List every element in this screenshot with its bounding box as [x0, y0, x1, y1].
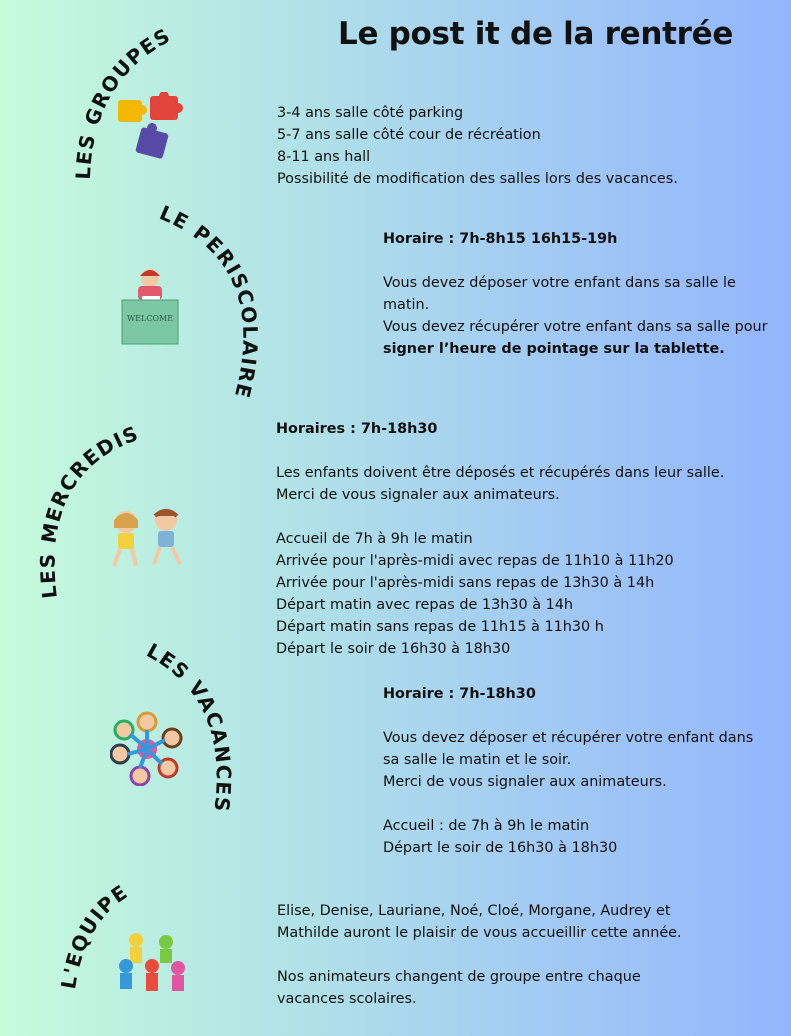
mercredis-schedule-item: Arrivée pour l'après-midi avec repas de 11h10 à 11h20	[276, 553, 674, 569]
groupes-line: Possibilité de modification des salles lors des vacances.	[277, 171, 678, 187]
heading-mercredis: LES MERCREDIS	[35, 420, 143, 600]
kids-circle-icon	[110, 710, 184, 786]
heading-periscolaire: LE PERISCOLAIRE	[156, 200, 263, 402]
mercredis-intro: Merci de vous signaler aux animateurs.	[276, 487, 560, 503]
vacances-horaire: Horaire : 7h-18h30	[383, 686, 536, 702]
periscolaire-para2: Vous devez récupérer votre enfant dans sa salle pour signer l’heure de pointage sur la tablette.	[383, 319, 768, 357]
equipe-line: Mathilde auront le plaisir de vous accueillir cette année.	[277, 925, 682, 941]
puzzle-icon	[114, 92, 190, 162]
mercredis-schedule-item: Départ le soir de 16h30 à 18h30	[276, 641, 511, 657]
mercredis-schedule-item: Arrivée pour l'après-midi sans repas de 13h30 à 14h	[276, 575, 655, 591]
children-playing-icon	[100, 506, 192, 572]
equipe-line: Nos animateurs changent de groupe entre chaque	[277, 969, 641, 985]
mercredis-intro: Les enfants doivent être déposés et récupérés dans leur salle.	[276, 465, 725, 481]
vacances-schedule-item: Départ le soir de 16h30 à 18h30	[383, 840, 618, 856]
periscolaire-para1: Vous devez déposer votre enfant dans sa salle le matin.	[383, 275, 736, 313]
equipe-line: vacances scolaires.	[277, 991, 417, 1007]
mercredis-info	[276, 418, 724, 660]
groupes-line: 5-7 ans salle côté cour de récréation	[277, 127, 541, 143]
page-title: Le post it de la rentrée	[338, 16, 734, 52]
vacances-intro: Vous devez déposer et récupérer votre enfant dans	[383, 730, 754, 746]
mercredis-schedule-item: Accueil de 7h à 9h le matin	[276, 531, 473, 547]
mercredis-schedule-item: Départ matin sans repas de 11h15 à 11h30 h	[276, 619, 604, 635]
svg-text:WELCOME: WELCOME	[126, 314, 174, 323]
heading-equipe: L'EQUIPE	[56, 879, 133, 991]
groupes-line: 8-11 ans hall	[277, 149, 371, 165]
equipe-line: Elise, Denise, Lauriane, Noé, Cloé, Morgane, Audrey et	[277, 903, 671, 919]
vacances-info	[383, 683, 753, 859]
vacances-intro: Merci de vous signaler aux animateurs.	[383, 774, 667, 790]
vacances-schedule-item: Accueil : de 7h à 9h le matin	[383, 818, 590, 834]
equipe-info	[277, 900, 682, 1010]
team-heroes-icon	[114, 930, 192, 994]
periscolaire-horaire: Horaire : 7h-8h15 16h15-19h	[383, 231, 618, 247]
heading-groupes: LES GROUPES	[70, 22, 175, 181]
mercredis-schedule-item: Départ matin avec repas de 13h30 à 14h	[276, 597, 574, 613]
vacances-intro: sa salle le matin et le soir.	[383, 752, 572, 768]
heading-vacances: LES VACANCES	[142, 638, 236, 815]
periscolaire-info	[383, 228, 773, 360]
mercredis-horaire: Horaires : 7h-18h30	[276, 421, 438, 437]
welcome-desk-icon	[118, 264, 182, 346]
groupes-line: 3-4 ans salle côté parking	[277, 105, 464, 121]
groupes-info	[277, 102, 678, 190]
